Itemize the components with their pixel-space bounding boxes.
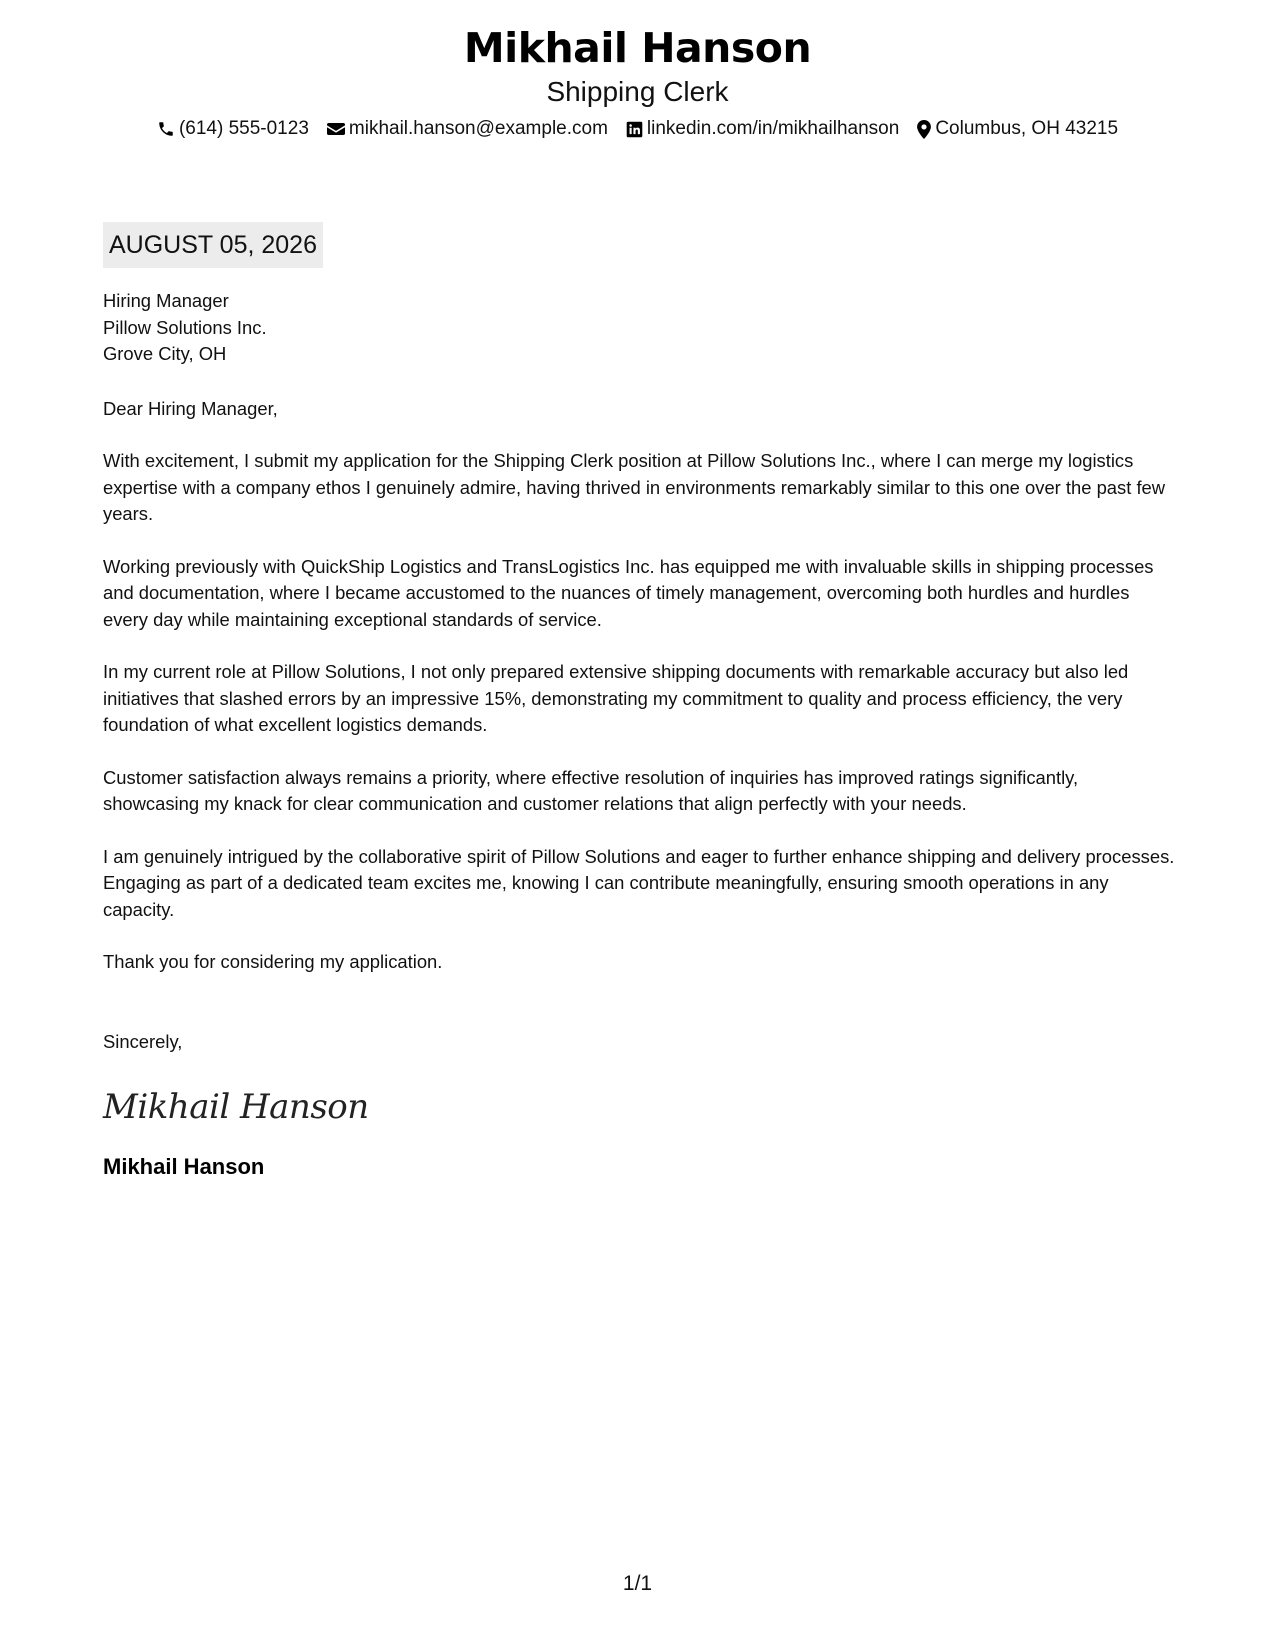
map-pin-icon	[917, 120, 931, 139]
body-paragraph: Thank you for considering my application.	[103, 951, 443, 972]
signer-name: Mikhail Hanson	[103, 1154, 265, 1179]
body-paragraph: With excitement, I submit my application for the Shipping Clerk position at Pillow Solutions Inc., where I can merge my logistics expertise with a company ethos I genuinely admire, having thrived in environments remarkably similar to this one over the past few years.	[103, 450, 1166, 524]
page-number: 1/1	[622, 1572, 653, 1595]
recipient-line: Grove City, OH	[103, 343, 227, 364]
letter-date: AUGUST 05, 2026	[103, 222, 323, 268]
recipient-block	[103, 288, 1175, 368]
contact-row	[0, 116, 1275, 142]
envelope-icon	[327, 121, 345, 137]
linkedin-link[interactable]: linkedin.com/in/mikhailhanson	[646, 118, 900, 139]
email-link[interactable]: mikhail.hanson@example.com	[348, 118, 608, 139]
phone-icon	[157, 120, 175, 138]
contact-location	[917, 116, 1118, 142]
body-paragraph: In my current role at Pillow Solutions, I not only prepared extensive shipping documents with remarkable accuracy but also led initiatives that slashed errors by an impressive 15%, demonstrating my commitment to quality and process efficiency, the very foundation of what excellent logistics demands.	[103, 661, 1129, 735]
letter-body	[103, 288, 1175, 1181]
closing: Sincerely,	[103, 1030, 183, 1052]
body-paragraph: Customer satisfaction always remains a priority, where effective resolution of inquiries has improved ratings significantly, showcasing my knack for clear communication and customer relations that align perfectly with your needs.	[103, 766, 1079, 814]
contact-linkedin[interactable]	[626, 116, 899, 142]
recipient-line: Pillow Solutions Inc.	[103, 316, 267, 338]
contact-phone	[157, 116, 309, 142]
location-text: Columbus, OH 43215	[935, 118, 1119, 139]
phone-text: (614) 555-0123	[178, 118, 309, 139]
salutation: Dear Hiring Manager,	[103, 397, 278, 419]
linkedin-icon	[626, 121, 643, 138]
handwritten-signature: Mikhail Hanson	[103, 1087, 369, 1127]
body-paragraph: Working previously with QuickShip Logistics and TransLogistics Inc. has equipped me with invaluable skills in shipping processes and documentation, where I became accustomed to the nuances of timely management, overcoming both hurdles and hurdles every day while maintaining exceptional standards of service.	[103, 555, 1154, 630]
applicant-title: Shipping Clerk	[546, 76, 729, 107]
recipient-line: Hiring Manager	[103, 290, 229, 311]
contact-email[interactable]	[327, 116, 608, 142]
body-paragraph: I am genuinely intrigued by the collaborative spirit of Pillow Solutions and eager to further enhance shipping and delivery processes. Engaging as part of a dedicated team excites me, knowing I can contribute meaningfully, ensuring smooth operations in any capacity.	[103, 845, 1175, 920]
applicant-name: Mikhail Hanson	[463, 24, 812, 72]
letter-header	[0, 20, 1275, 142]
